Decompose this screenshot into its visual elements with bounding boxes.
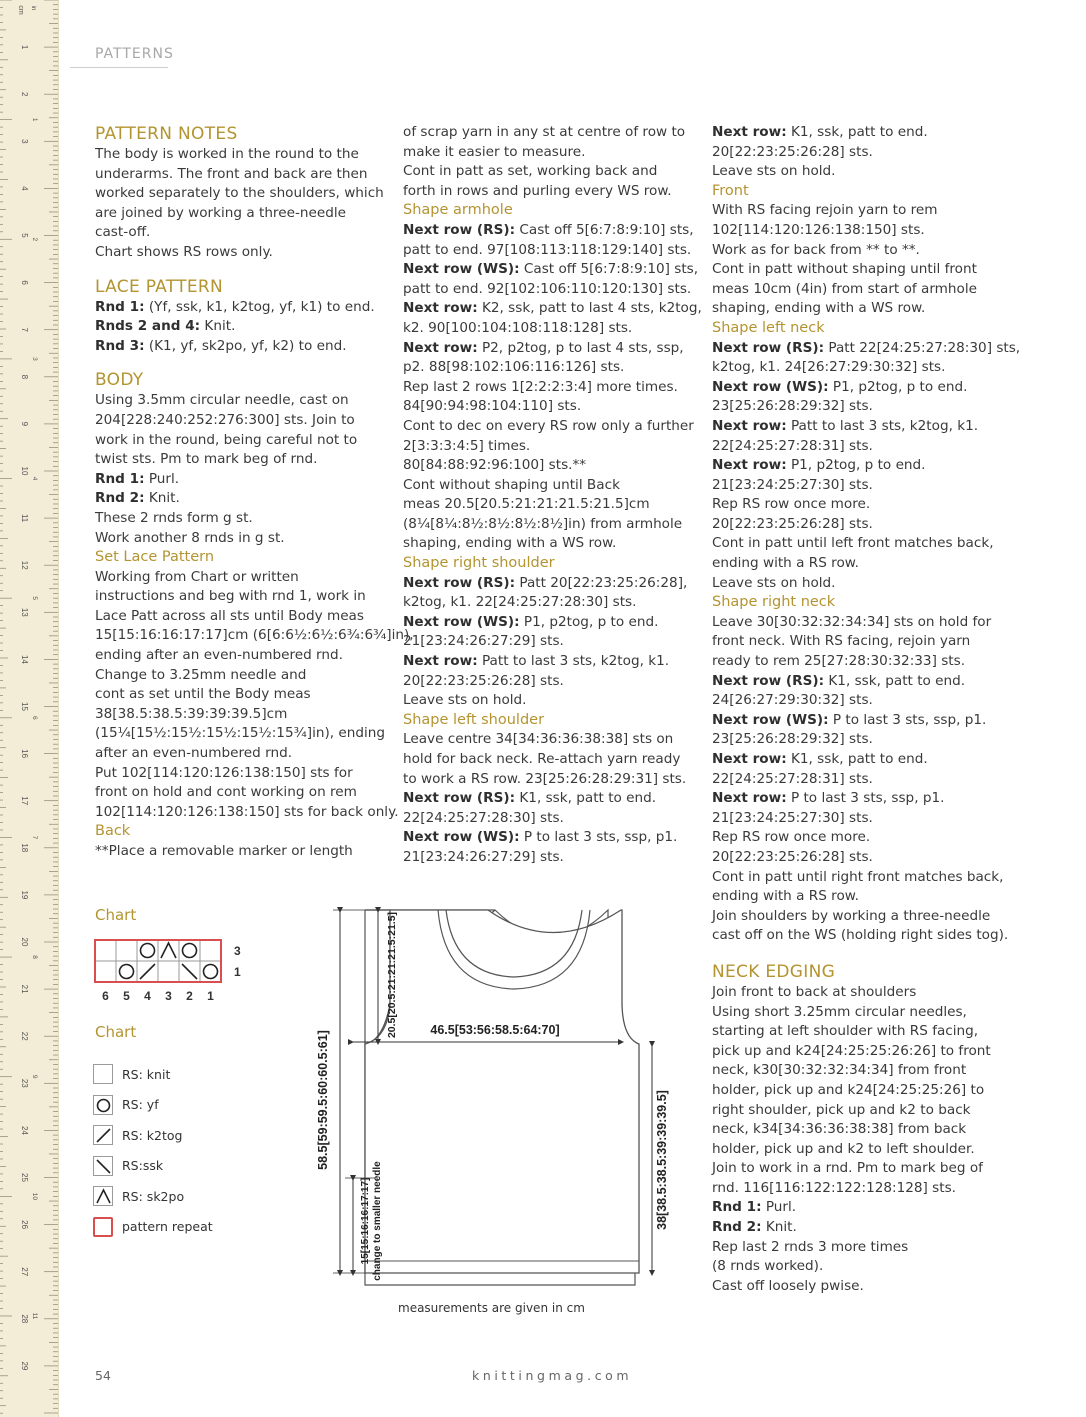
armhole-depth-label: 20.5[20.5:21:21:21.5:21.5] [386,911,398,1039]
lace-pattern-heading: LACE PATTERN [95,276,224,297]
legend-item: RS: knit [93,1059,213,1090]
ruler-cm-label: 10 [20,466,29,476]
text-line: cast-off. [95,224,151,241]
ruler-unit-cm: cm [17,5,24,15]
text-line: ending after an even-numbered rnd. [95,647,343,664]
shape-right-neck-heading: Shape right neck [712,594,836,611]
schematic-caption: measurements are given in cm [398,1301,585,1315]
ruler-cm-label: 23 [20,1078,29,1088]
text-line: (8 rnds worked). [712,1258,824,1275]
sk2po-caret-icon [93,1186,113,1206]
text-line: The body is worked in the round to the [95,146,359,162]
text-line: Next row (WS): P1, p2tog, p to end. [712,378,968,395]
ruler-cm-label: 9 [20,421,29,427]
ruler-scale [0,0,58,1417]
chart-row-label: 3 [234,944,241,958]
text-line: (15¼[15½:15½:15½:15½:15¾]in), ending [95,725,386,742]
text-line: 15[15:16:16:17:17]cm (6[6:6½:6½:6¾:6¾]in), [95,627,414,644]
text-line: With RS facing rejoin yarn to rem [712,202,938,219]
ruler-in-label: 8 [31,955,38,959]
text-line: meas 20.5[20.5:21:21:21.5:21.5]cm [403,496,650,513]
sk2po-caret-icon [161,943,176,958]
text-line: These 2 rnds form g st. [95,509,253,526]
shape-left-shoulder-heading: Shape left shoulder [403,711,545,728]
ruler-cm-label: 3 [20,139,29,144]
text-line: Cont in patt as set, working back and [403,163,658,180]
text-line: holder, pick up and k2 to left shoulder. [712,1140,975,1157]
text-line: Next row: K1, ssk, patt to end. [712,124,928,140]
text-line: Next row: Patt to last 3 sts, k2tog, k1. [712,417,979,434]
ssk-backslash-icon [182,964,197,979]
ruler-cm-label: 18 [20,843,29,853]
text-line: Next row (WS): P to last 3 sts, ssp, p1. [712,711,987,728]
chart-col-label: 1 [207,989,214,1003]
k2tog-slash-icon [93,1125,113,1145]
legend-item: RS: yf [93,1090,213,1121]
column-3 [712,123,1020,1296]
yf-circle-icon [93,1095,113,1115]
ruler-cm-label: 19 [20,890,29,900]
set-lace-text [95,568,414,823]
needle-change-label: 15[15:16:16:17:17] [360,1177,371,1265]
footer-site: knittingmag.com [472,1368,633,1383]
text-line: Rnd 1: (Yf, ssk, k1, k2tog, yf, k1) to end. [95,298,375,315]
body-text [95,391,414,469]
yf-circle-icon [120,965,134,979]
text-line: Next row (RS): K1, ssk, patt to end. [712,672,966,689]
text-line: cont as set until the Body meas [95,686,311,703]
chart-legend [93,1059,213,1242]
ruler-cm-label: 14 [20,654,29,664]
text-line: holder, pick up and k24[24:25:25:26] to [712,1081,985,1098]
text-line: neck, k30[30:32:32:34:34] from front [712,1062,967,1079]
ruler-cm-label: 1 [20,44,29,50]
text-line: Rep RS row once more. [712,829,871,846]
text-line: cast off on the WS (holding right sides tog). [712,927,1009,944]
ruler-cm-label: 7 [20,327,29,332]
text-line: patt to end. 92[102:106:110:120:130] sts. [403,280,692,297]
left-shoulder-continued-text [712,123,1020,182]
legend-item: RS: sk2po [93,1181,213,1212]
body-rnd2: Rnd 2: Knit. [95,490,180,507]
text-line: Put 102[114:120:126:138:150] sts for [95,764,353,781]
garment-schematic [305,895,685,1299]
back-continued-text [403,123,702,201]
text-line: 23[25:26:28:29:32] sts. [712,731,873,748]
ruler-in-label: 11 [31,1312,38,1320]
lace-pattern-text [95,298,414,357]
chart-col-label: 3 [165,989,172,1003]
text-line: after an even-numbered rnd. [95,745,293,762]
shape-right-shoulder-text [403,574,702,711]
text-line: Leave sts on hold. [403,692,527,709]
text-line: forth in rows and purling every WS row. [403,182,672,199]
text-line: Rep last 2 rnds 3 more times [712,1238,909,1255]
text-line: work in the round, being careful not to [95,431,358,448]
ruler-cm-label: 24 [20,1125,29,1135]
text-line: 22[24:25:27:28:31] sts. [712,437,873,454]
text-line: 21[23:24:25:27:30] sts. [712,809,873,826]
header-rule [70,67,168,68]
text-line: Join front to back at shoulders [712,983,917,1000]
text-line: 24[26:27:29:30:32] sts. [712,692,873,709]
ruler-cm-label: 16 [20,749,29,759]
text-line: 84[90:94:98:104:110] sts. [403,398,582,415]
shape-right-shoulder-heading: Shape right shoulder [403,555,555,572]
text-line: 22[24:25:27:28:30] sts. [403,809,564,826]
back-heading: Back [95,823,131,840]
text-line: 20[22:23:25:26:28] sts. [403,672,564,689]
text-line: Rnd 1: Purl. [712,1199,797,1216]
text-line: Rep last 2 rows 1[2:2:2:3:4] more times. [403,378,678,395]
text-line: Rnds 2 and 4: Knit. [95,318,236,335]
ruler-cm-label: 6 [20,280,29,285]
ruler-in-label: 2 [31,237,38,242]
ruler-cm-label: 5 [20,233,29,238]
text-line: Cont to dec on every RS row only a further [403,417,694,434]
text-line: 80[84:88:92:96:100] sts.** [403,457,587,474]
pattern-notes-heading: PATTERN NOTES [95,124,238,144]
text-line: ending with a RS row. [712,555,859,572]
total-length-label: 58.5[59:59.5:60:60.5:61] [316,1030,330,1170]
ruler-cm-label: 27 [20,1267,29,1277]
text-line: 38[38.5:38.5:39:39:39.5]cm [95,705,288,722]
text-line: patt to end. 97[108:113:118:129:140] sts. [403,241,692,258]
text-line: Rnd 3: (K1, yf, sk2po, yf, k2) to end. [95,337,347,354]
shape-armhole-text [403,221,702,554]
text-line: Next row: Patt to last 3 sts, k2tog, k1. [403,653,670,670]
chart-col-label: 6 [102,989,109,1003]
text-line: Cont in patt until left front matches back, [712,535,994,552]
text-line: Leave sts on hold. [712,163,836,180]
shape-armhole-heading: Shape armhole [403,202,513,219]
ruler-in-label: 5 [31,596,38,600]
text-line: k2tog, k1. 24[26:27:29:30:32] sts. [712,359,946,376]
text-line: Leave sts on hold. [712,574,836,591]
set-lace-heading: Set Lace Pattern [95,549,215,566]
text-line: ready to rem 25[27:28:30:32:33] sts. [712,653,966,670]
text-line: Next row: P to last 3 sts, ssp, p1. [712,790,945,807]
legend-heading: Chart [95,1023,137,1041]
chart-row-label: 1 [234,965,241,979]
text-line: Next row (RS): Cast off 5[6:7:8:9:10] sts, [403,221,694,238]
text-line: ending with a RS row. [712,888,859,905]
text-line: to work a RS row. 23[25:26:28:29:31] sts. [403,770,687,787]
text-line: 21[23:24:26:27:29] sts. [403,633,564,650]
front-heading: Front [712,182,749,199]
lace-chart [93,939,253,1013]
text-line: 2[3:3:3:4:5] times. [403,437,531,454]
ruler-cm-label: 17 [20,796,29,806]
text-line: 204[228:240:252:276:300] sts. Join to [95,411,355,428]
ruler-in-label: 1 [31,117,38,122]
pattern-notes-text [95,145,414,263]
ruler-cm-label: 12 [20,560,29,570]
ssk-backslash-icon [93,1156,113,1176]
text-line: of scrap yarn in any st at centre of row to [403,124,686,140]
ruler-cm-label: 20 [20,937,29,947]
text-line: Work another 8 rnds in g st. [95,529,285,546]
text-line: Next row: P2, p2tog, p to last 4 sts, ssp, [403,339,684,356]
text-line: Cast off loosely pwise. [712,1277,864,1294]
ruler [0,0,59,1417]
pattern-repeat-icon [93,1217,113,1237]
text-line: front neck. With RS facing, rejoin yarn [712,633,971,650]
text-line: Using 3.5mm circular needle, cast on [95,392,349,409]
text-line: meas 10cm (4in) from start of armhole [712,280,977,297]
shape-right-neck-text [712,613,1020,946]
text-line: Rnd 2: Knit. [712,1219,797,1236]
text-line: Next row (RS): Patt 20[22:23:25:26:28], [403,574,688,591]
ruler-cm-label: 21 [20,984,29,994]
text-line: Next row: P1, p2tog, p to end. [712,457,926,474]
neck-edging-text [712,983,1020,1297]
text-line: shaping, ending with a WS row. [403,535,617,552]
ruler-in-label: 10 [31,1192,38,1200]
column-1 [95,123,414,862]
ruler-cm-label: 13 [20,607,29,617]
text-line: Leave 30[30:32:32:34:34] sts on hold for [712,613,992,630]
text-line: neck, k34[34:36:36:38:38] from back [712,1121,967,1138]
side-length-label: 38[38.5:38.5:39:39:39.5] [655,1090,669,1230]
text-line: k2. 90[100:104:108:118:128] sts. [403,319,633,336]
knit-square-icon [93,1064,113,1084]
legend-item: RS: k2tog [93,1120,213,1151]
text-line: 20[22:23:25:26:28] sts. [712,848,873,865]
text-line: Cont without shaping until Back [403,476,620,493]
text-line: p2. 88[98:102:106:116:126] sts. [403,359,625,376]
text-line: 20[22:23:25:26:28] sts. [712,143,873,160]
shape-left-neck-text [712,339,1020,594]
text-line: make it easier to measure. [403,143,586,160]
front-text [712,201,1020,319]
text-line: Next row (WS): P1, p2tog, p to end. [403,613,659,630]
yf-circle-icon [183,944,197,958]
text-line: Cont in patt without shaping until front [712,261,977,278]
text-line: twist sts. Pm to mark beg of rnd. [95,451,318,468]
ruler-in-label: 7 [31,835,38,840]
ruler-unit-in: in [30,5,36,11]
text-line: Work as for back from ** to **. [712,241,920,258]
text-line: Leave centre 34[34:36:36:38:38] sts on [403,731,674,748]
text-line: Join shoulders by working a three-needle [712,907,991,924]
text-line: Chart shows RS rows only. [95,243,273,260]
text-line: Join to work in a rnd. Pm to mark beg of [712,1160,983,1177]
ruler-cm-label: 26 [20,1220,29,1230]
ruler-cm-label: 4 [20,186,29,191]
ruler-in-label: 4 [31,476,38,481]
ruler-in-label: 3 [31,357,38,361]
text-line: 22[24:25:27:28:31] sts. [712,770,873,787]
text-line: pick up and k24[24:25:25:26:26] to front [712,1042,991,1059]
text-line: Next row (RS): Patt 22[24:25:27:28:30] sts, [712,339,1021,356]
body-heading: BODY [95,370,144,391]
ruler-cm-label: 25 [20,1173,29,1182]
schematic-drawing [305,895,685,1295]
chart-col-label: 4 [144,989,151,1003]
text-line: 102[114:120:126:138:150] sts for back only. [95,803,399,820]
text-line: 23[25:26:28:29:32] sts. [712,398,873,415]
needle-change-note: change to smaller needle [372,1161,383,1281]
text-line: Next row (WS): P to last 3 sts, ssp, p1. [403,829,678,846]
text-line: Next row: K2, ssk, patt to last 4 sts, k2tog, [403,300,702,317]
text-line: (8¼[8¼:8½:8½:8½:8½]in) from armhole [403,515,683,532]
text-line: worked separately to the shoulders, which [95,185,384,202]
text-line: 102[114:120:126:138:150] sts. [712,221,925,238]
text-line: front on hold and cont working on rem [95,784,357,801]
k2tog-slash-icon [140,964,155,979]
body-rnd1: Rnd 1: Purl. [95,470,180,487]
yf-circle-icon [141,944,155,958]
text-line: starting at left shoulder with RS facing, [712,1023,979,1040]
text-line: Lace Patt across all sts until Body meas [95,607,364,624]
ruler-cm-label: 15 [20,702,29,711]
text-line: shaping, ending with a WS row. [712,300,926,317]
text-line: underarms. The front and back are then [95,165,368,182]
legend-item: RS:ssk [93,1151,213,1182]
text-line: Working from Chart or written [95,568,299,585]
text-line: Next row (WS): Cast off 5[6:7:8:9:10] sts, [403,261,699,278]
text-line: 21[23:24:25:27:30] sts. [712,476,873,493]
text-line: Rep RS row once more. [712,496,871,513]
chart-col-label: 2 [186,989,193,1003]
text-line: Next row (RS): K1, ssk, patt to end. [403,790,657,807]
text-line: are joined by working a three-needle [95,204,346,221]
text-line: 21[23:24:26:27:29] sts. [403,848,564,865]
back-text [95,842,414,862]
ruler-cm-label: 22 [20,1031,29,1041]
width-label: 46.5[53:56:58.5:64:70] [430,1023,560,1037]
text-line: 20[22:23:25:26:28] sts. [712,515,873,532]
text-line: Using short 3.25mm circular needles, [712,1003,967,1020]
ruler-cm-label: 8 [20,374,29,380]
ruler-cm-label: 29 [20,1361,29,1371]
column-2 [403,123,702,868]
legend-item: pattern repeat [93,1212,213,1243]
text-line: hold for back neck. Re-attach yarn ready [403,751,681,767]
chart-col-label: 5 [123,989,130,1003]
shape-left-shoulder-text [403,730,702,867]
ruler-cm-label: 28 [20,1314,29,1324]
text-line: **Place a removable marker or length [95,843,353,859]
text-line: Change to 3.25mm needle and [95,666,307,683]
lace-chart-grid [93,939,253,1009]
ruler-cm-label: 2 [20,91,29,97]
body-after-text [95,509,414,548]
ruler-cm-label: 11 [20,513,29,523]
text-line: instructions and beg with rnd 1, work in [95,588,366,605]
ruler-in-label: 9 [31,1074,38,1079]
shape-left-neck-heading: Shape left neck [712,319,825,336]
chart-heading: Chart [95,906,137,924]
yf-circle-icon [204,965,218,979]
section-header: PATTERNS [95,46,174,62]
text-line: right shoulder, pick up and k2 to back [712,1101,971,1118]
text-line: Cont in patt until right front matches back, [712,868,1004,885]
text-line: k2tog, k1. 22[24:25:27:28:30] sts. [403,594,637,611]
ruler-in-label: 6 [31,715,38,720]
text-line: Next row: K1, ssk, patt to end. [712,751,928,767]
page-number: 54 [95,1368,111,1383]
text-line: rnd. 116[116:122:122:128:128] sts. [712,1179,956,1196]
neck-edging-heading: NECK EDGING [712,961,836,982]
